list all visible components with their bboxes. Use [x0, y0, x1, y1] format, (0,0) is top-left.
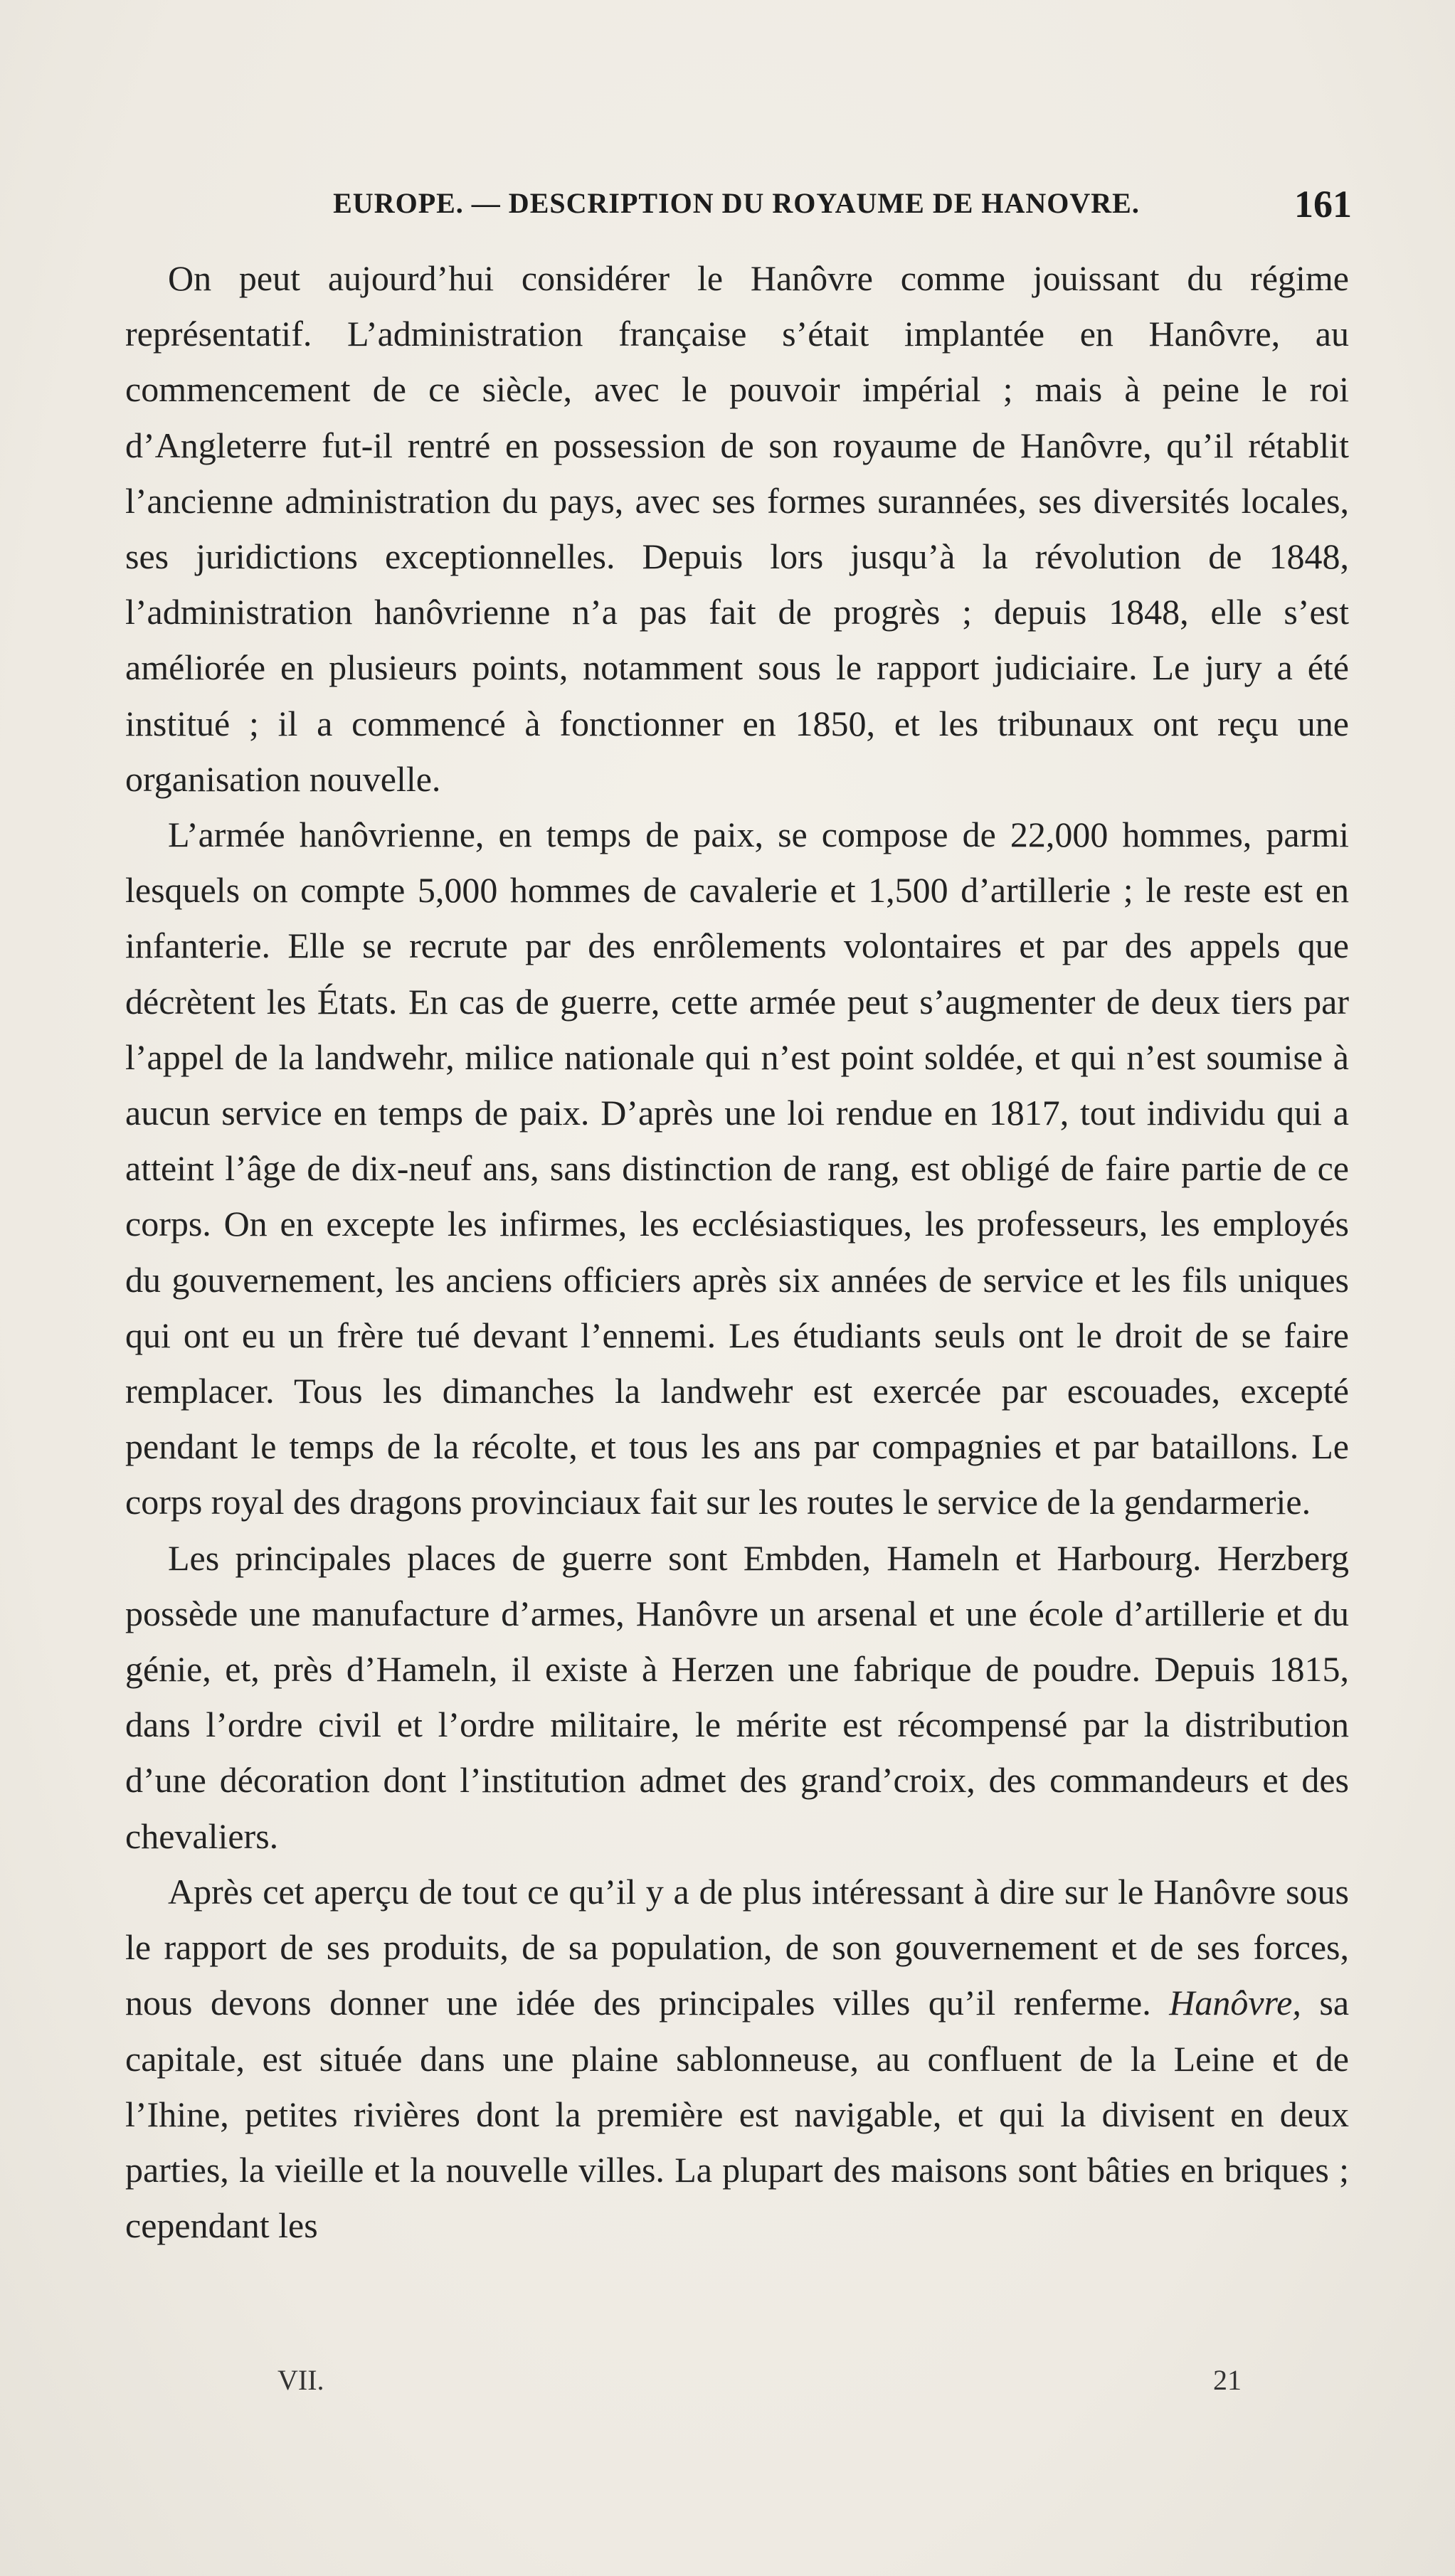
paragraph-cities-start: Après cet aperçu de tout ce qu’il y a de plus intéressant à dire sur le Hanôvre sous le rapport de ses produits, de sa population, de son gouvernement et de ses forces, nous devons donner une idée des principales villes qu’il renferme. [125, 1871, 1349, 2023]
paragraph-army: L’armée hanôvrienne, en temps de paix, se compose de 22,000 hommes, parmi lesquels on compte 5,000 hommes de cavalerie et 1,500 d’artillerie ; le reste est en infanterie. Elle se recrute par des enrôlements volontaires et par des appels que décrètent les États. En cas de guerre, cette armée peut s’augmenter de deux tiers par l’appel de la landwehr, milice nationale qui n’est point soldée, et qui n’est soumise à aucun service en temps de paix. D’après une loi rendue en 1817, tout individu qui a atteint l’âge de dix-neuf ans, sans distinction de rang, est obligé de faire partie de ce corps. On en excepte les infirmes, les ecclésiastiques, les professeurs, les employés du gouvernement, les anciens officiers après six années de service et les fils uniques qui ont eu un frère tué devant l’ennemi. Les étudiants seuls ont le droit de se faire remplacer. Tous les dimanches la landwehr est exercée par escouades, excepté pendant le temps de la récolte, et tous les ans par compagnies et par bataillons. Le corps royal des dragons provinciaux fait sur les routes le service de la gendarmerie. [125, 815, 1349, 1522]
page-number: 161 [1294, 183, 1352, 226]
paragraph-cities-end: sa capitale, est située dans une plaine sablonneuse, au confluent de la Leine et de l’Ihine, petites rivières dont la première est navigable, et qui la divisent en deux parties, la vieille et la nouvelle villes. La plupart des maisons sont bâties en briques ; cependant les [125, 1983, 1350, 2246]
volume-number: VII. [277, 2364, 324, 2396]
body-text [125, 250, 1349, 2253]
running-header [121, 183, 1352, 229]
paragraph-government: On peut aujourd’hui considérer le Hanôvre comme jouissant du régime représentatif. L’administration française s’était implantée en Hanôvre, au commencement de ce siècle, avec le pouvoir impérial ; mais à peine le roi d’Angleterre fut-il rentré en possession de son royaume de Hanôvre, qu’il rétablit l’ancienne administration du pays, avec ses formes surannées, ses diversités locales, ses juridictions exceptionnelles. Depuis lors jusqu’à la révolution de 1848, l’administration hanôvrienne n’a pas fait de progrès ; depuis 1848, elle s’est améliorée en plusieurs points, notamment sous le rapport judiciaire. Le jury a été institué ; il a commencé à fonctionner en 1850, et les tribunaux ont reçu une organisation nouvelle. [125, 258, 1349, 799]
page-footer [277, 2363, 1242, 2399]
city-name-hanovre: Hanôvre, [1169, 1983, 1301, 2023]
running-title: EUROPE. — DESCRIPTION DU ROYAUME DE HANOVRE. [333, 187, 1140, 219]
paragraph-fortresses: Les principales places de guerre sont Embden, Hameln et Harbourg. Herzberg possède une manufacture d’armes, Hanôvre un arsenal et une école d’artillerie et du génie, et, près d’Hameln, il existe à Herzen une fabrique de poudre. Depuis 1815, dans l’ordre civil et l’ordre militaire, le mérite est récompensé par la distribution d’une décoration dont l’institution admet des grand’croix, des commandeurs et des chevaliers. [125, 1537, 1349, 1856]
signature-mark: 21 [1213, 2364, 1242, 2396]
paragraph-cities [125, 1864, 1349, 2253]
